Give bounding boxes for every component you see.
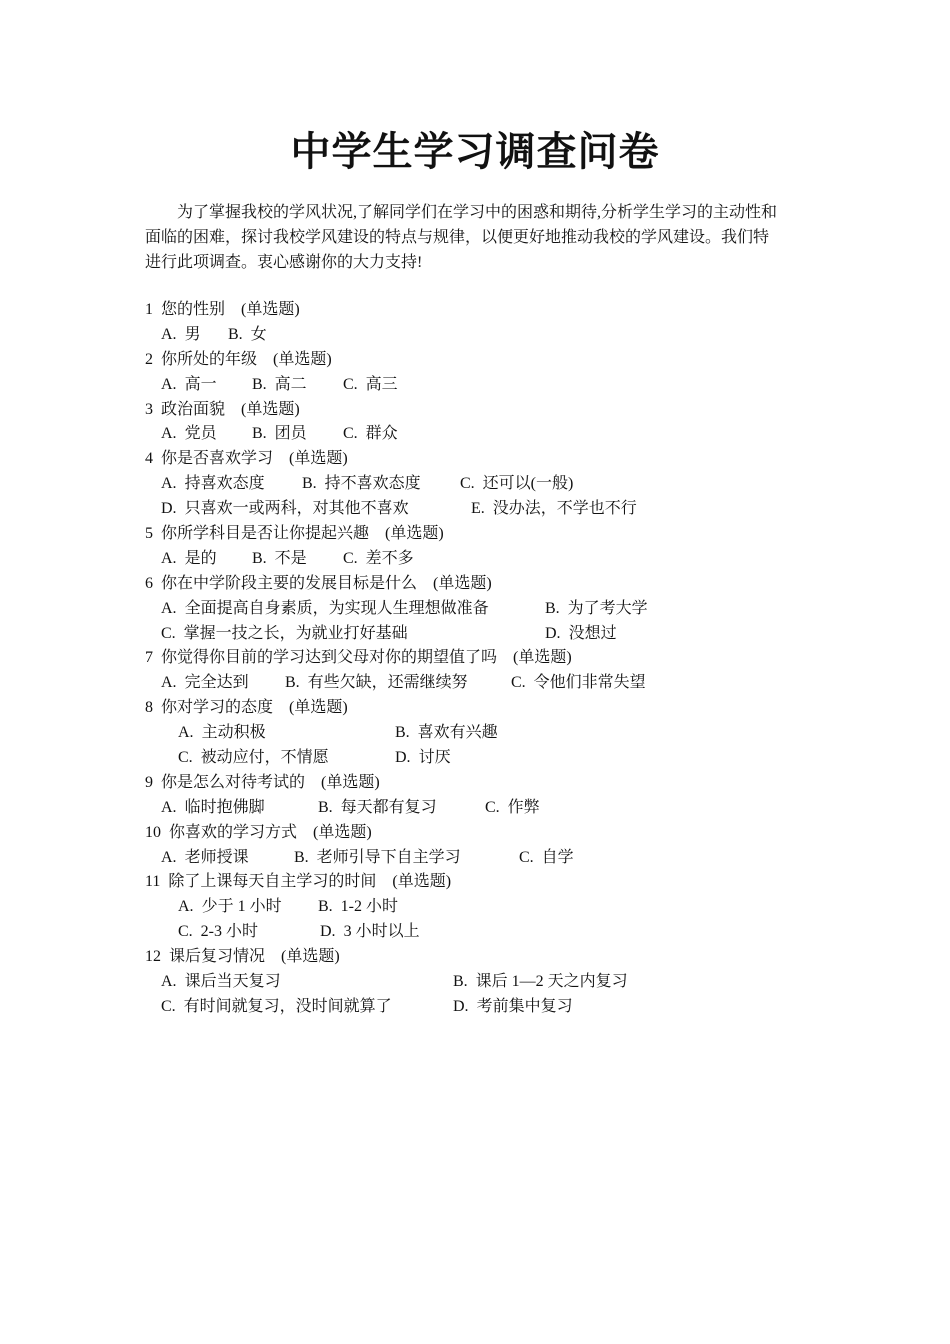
question-type-label: (单选题) (281, 948, 340, 966)
option-letter: D. (545, 624, 561, 642)
option-row (145, 422, 825, 447)
question-number: 10 (145, 823, 161, 841)
option-text: 全面提高自身素质，为实现人生理想做准备 (184, 599, 489, 617)
answer-option[interactable] (161, 970, 281, 995)
question-text: 课后复习情况 (169, 948, 266, 966)
option-letter: B. (252, 375, 267, 393)
answer-option[interactable] (545, 597, 648, 622)
answer-option[interactable] (318, 895, 398, 920)
question-text: 你是怎么对待考试的 (161, 773, 306, 791)
option-letter: B. (453, 973, 468, 991)
option-letter: C. (511, 674, 526, 692)
option-text: 有些欠缺，还需继续努 (307, 674, 468, 692)
option-letter: C. (161, 997, 176, 1015)
question-number: 7 (145, 649, 153, 667)
answer-option[interactable] (161, 422, 217, 447)
option-letter: C. (161, 624, 176, 642)
question-text: 您的性别 (161, 301, 226, 318)
option-text: 1-2 小时 (340, 898, 399, 916)
answer-option[interactable] (343, 373, 398, 398)
option-row (145, 323, 825, 348)
option-letter: A. (161, 798, 177, 816)
answer-option[interactable] (302, 472, 421, 497)
option-text: 高一 (184, 375, 217, 393)
option-row (145, 721, 825, 746)
answer-option[interactable] (161, 323, 201, 348)
option-letter: B. (228, 325, 243, 343)
option-letter: A. (161, 375, 177, 393)
option-letter: C. (460, 475, 475, 493)
option-text: 3 小时以上 (343, 923, 420, 941)
option-row (145, 970, 825, 995)
answer-option[interactable] (161, 622, 408, 647)
question-text: 你是否喜欢学习 (161, 450, 274, 468)
option-text: 持喜欢态度 (184, 475, 265, 493)
question-text: 除了上课每天自主学习的时间 (168, 873, 377, 891)
option-row (145, 796, 825, 821)
question-list (145, 298, 825, 1020)
question-number: 9 (145, 773, 153, 791)
question-type-label: (单选题) (241, 400, 300, 418)
option-letter: A. (178, 898, 194, 916)
answer-option[interactable] (460, 472, 573, 497)
question-type-label: (单选题) (321, 773, 380, 791)
option-text: 少于 1 小时 (201, 898, 282, 916)
answer-option[interactable] (343, 547, 414, 572)
option-letter: A. (161, 549, 177, 567)
question-text: 你所处的年级 (161, 350, 258, 368)
question-title (145, 572, 825, 597)
question-number: 5 (145, 525, 153, 543)
option-text: 讨厌 (418, 749, 451, 767)
option-letter: B. (302, 475, 317, 493)
answer-option[interactable] (511, 671, 646, 696)
option-row (145, 920, 825, 945)
option-row (145, 597, 825, 622)
option-text: 高三 (365, 375, 398, 393)
option-text: 主动积极 (201, 724, 266, 742)
option-letter: B. (318, 898, 333, 916)
answer-option[interactable] (161, 597, 489, 622)
answer-option[interactable] (178, 895, 282, 920)
question-type-label: (单选题) (241, 301, 300, 318)
question-type-label: (单选题) (313, 823, 372, 841)
answer-option[interactable] (453, 970, 628, 995)
option-text: 群众 (365, 425, 398, 443)
question-number: 8 (145, 699, 153, 717)
answer-option[interactable] (161, 373, 217, 398)
answer-option[interactable] (471, 497, 637, 522)
answer-option[interactable] (320, 920, 420, 945)
answer-option[interactable] (318, 796, 437, 821)
answer-option[interactable] (395, 721, 498, 746)
question-type-label: (单选题) (289, 450, 348, 468)
answer-option[interactable] (519, 846, 574, 871)
answer-option[interactable] (252, 373, 307, 398)
intro-line: 进行此项调查。衷心感谢你的大力支持! (145, 254, 423, 271)
question-number: 12 (145, 948, 161, 966)
option-text: 差不多 (365, 549, 414, 567)
answer-option[interactable] (161, 995, 392, 1020)
option-letter: A. (161, 599, 177, 617)
answer-option[interactable] (161, 547, 217, 572)
answer-option[interactable] (252, 547, 307, 572)
option-row (145, 746, 825, 771)
option-letter: B. (285, 674, 300, 692)
intro-line: 面临的困难，探讨我校学风建设的特点与规律，以便更好地推动我校的学风建设。我们特 (145, 229, 770, 246)
option-text: 喜欢有兴趣 (417, 724, 498, 742)
answer-option[interactable] (161, 846, 249, 871)
option-text: 自学 (541, 848, 574, 866)
question-number: 1 (145, 301, 153, 318)
option-letter: D. (395, 749, 411, 767)
answer-option[interactable] (252, 422, 307, 447)
option-letter: C. (343, 425, 358, 443)
answer-option[interactable] (545, 622, 617, 647)
answer-option[interactable] (178, 721, 266, 746)
question-title (145, 821, 825, 846)
option-letter: C. (178, 749, 193, 767)
question-title (145, 447, 825, 472)
option-text: 完全达到 (184, 674, 249, 692)
option-letter: E. (471, 500, 485, 518)
answer-option[interactable] (395, 746, 451, 771)
option-text: 每天都有复习 (340, 798, 437, 816)
answer-option[interactable] (485, 796, 540, 821)
option-letter: A. (161, 674, 177, 692)
option-text: 掌握一技之长，为就业打好基础 (183, 624, 408, 642)
option-text: 持不喜欢态度 (324, 475, 421, 493)
option-letter: A. (161, 325, 177, 343)
answer-option[interactable] (294, 846, 461, 871)
question-title (145, 522, 825, 547)
option-text: 高二 (274, 375, 307, 393)
option-letter: B. (395, 724, 410, 742)
option-text: 团员 (274, 425, 307, 443)
question-text: 你在中学阶段主要的发展目标是什么 (161, 574, 418, 592)
question-title (145, 348, 825, 373)
question-type-label: (单选题) (289, 699, 348, 717)
option-letter: A. (178, 724, 194, 742)
option-text: 2-3 小时 (200, 923, 259, 941)
option-text: 课后 1—2 天之内复习 (475, 973, 628, 991)
option-row (145, 497, 825, 522)
answer-option[interactable] (285, 671, 468, 696)
answer-option[interactable] (343, 422, 398, 447)
option-text: 只喜欢一或两科，对其他不喜欢 (184, 500, 409, 518)
option-text: 老师授课 (184, 848, 249, 866)
option-letter: A. (161, 475, 177, 493)
option-letter: B. (252, 549, 267, 567)
question-title (145, 870, 825, 895)
option-letter: A. (161, 973, 177, 991)
answer-option[interactable] (453, 995, 573, 1020)
option-text: 作弊 (507, 798, 540, 816)
intro-paragraph (145, 200, 810, 275)
option-text: 为了考大学 (567, 599, 648, 617)
option-row (145, 472, 825, 497)
option-text: 令他们非常失望 (533, 674, 646, 692)
answer-option[interactable] (228, 323, 267, 348)
question-type-label: (单选题) (273, 350, 332, 368)
option-letter: B. (294, 848, 309, 866)
option-letter: D. (161, 500, 177, 518)
page-title: 中学生学习调查问卷 (290, 129, 660, 175)
question-number: 6 (145, 574, 153, 592)
question-text: 你所学科目是否让你提起兴趣 (161, 525, 370, 543)
question-type-label: (单选题) (392, 873, 452, 891)
option-letter: B. (545, 599, 560, 617)
question-text: 你觉得你目前的学习达到父母对你的期望值了吗 (161, 649, 498, 667)
option-text: 老师引导下自主学习 (316, 848, 461, 866)
option-row (145, 547, 825, 572)
option-text: 是的 (184, 549, 217, 567)
question-title (145, 945, 825, 970)
option-text: 不是 (274, 549, 307, 567)
question-text: 你喜欢的学习方式 (169, 823, 298, 841)
option-text: 没想过 (568, 624, 617, 642)
answer-option[interactable] (161, 796, 265, 821)
option-letter: D. (320, 923, 336, 941)
question-title (145, 298, 825, 323)
option-row (145, 895, 825, 920)
option-row (145, 846, 825, 871)
option-letter: C. (519, 848, 534, 866)
answer-option[interactable] (161, 671, 249, 696)
option-letter: D. (453, 997, 469, 1015)
option-text: 没办法，不学也不行 (492, 500, 637, 518)
option-text: 男 (184, 325, 201, 343)
option-row (145, 622, 825, 647)
question-title (145, 398, 825, 423)
option-text: 被动应付，不情愿 (200, 749, 329, 767)
question-number: 4 (145, 450, 153, 468)
option-row (145, 995, 825, 1020)
option-letter: B. (318, 798, 333, 816)
question-type-label: (单选题) (385, 525, 444, 543)
answer-option[interactable] (178, 746, 329, 771)
option-text: 考前集中复习 (476, 997, 573, 1015)
option-row (145, 671, 825, 696)
option-text: 党员 (184, 425, 217, 443)
option-letter: A. (161, 425, 177, 443)
option-text: 还可以(一般) (482, 475, 574, 493)
option-row (145, 373, 825, 398)
question-type-label: (单选题) (513, 649, 572, 667)
option-letter: C. (178, 923, 193, 941)
question-title (145, 646, 825, 671)
option-letter: C. (343, 375, 358, 393)
answer-option[interactable] (161, 497, 409, 522)
option-text: 临时抱佛脚 (184, 798, 265, 816)
question-text: 政治面貌 (161, 400, 226, 418)
option-text: 女 (250, 325, 267, 343)
question-title (145, 696, 825, 721)
option-letter: C. (343, 549, 358, 567)
answer-option[interactable] (178, 920, 258, 945)
question-number: 2 (145, 350, 153, 368)
option-text: 有时间就复习，没时间就算了 (183, 997, 392, 1015)
question-title (145, 771, 825, 796)
option-text: 课后当天复习 (184, 973, 281, 991)
question-number: 3 (145, 400, 153, 418)
answer-option[interactable] (161, 472, 265, 497)
intro-line: 为了掌握我校的学风状况,了解同学们在学习中的困惑和期待,分析学生学习的主动性和 (177, 204, 778, 221)
option-letter: A. (161, 848, 177, 866)
question-text: 你对学习的态度 (161, 699, 274, 717)
option-letter: B. (252, 425, 267, 443)
question-number: 11 (145, 873, 161, 891)
question-type-label: (单选题) (433, 574, 492, 592)
option-letter: C. (485, 798, 500, 816)
